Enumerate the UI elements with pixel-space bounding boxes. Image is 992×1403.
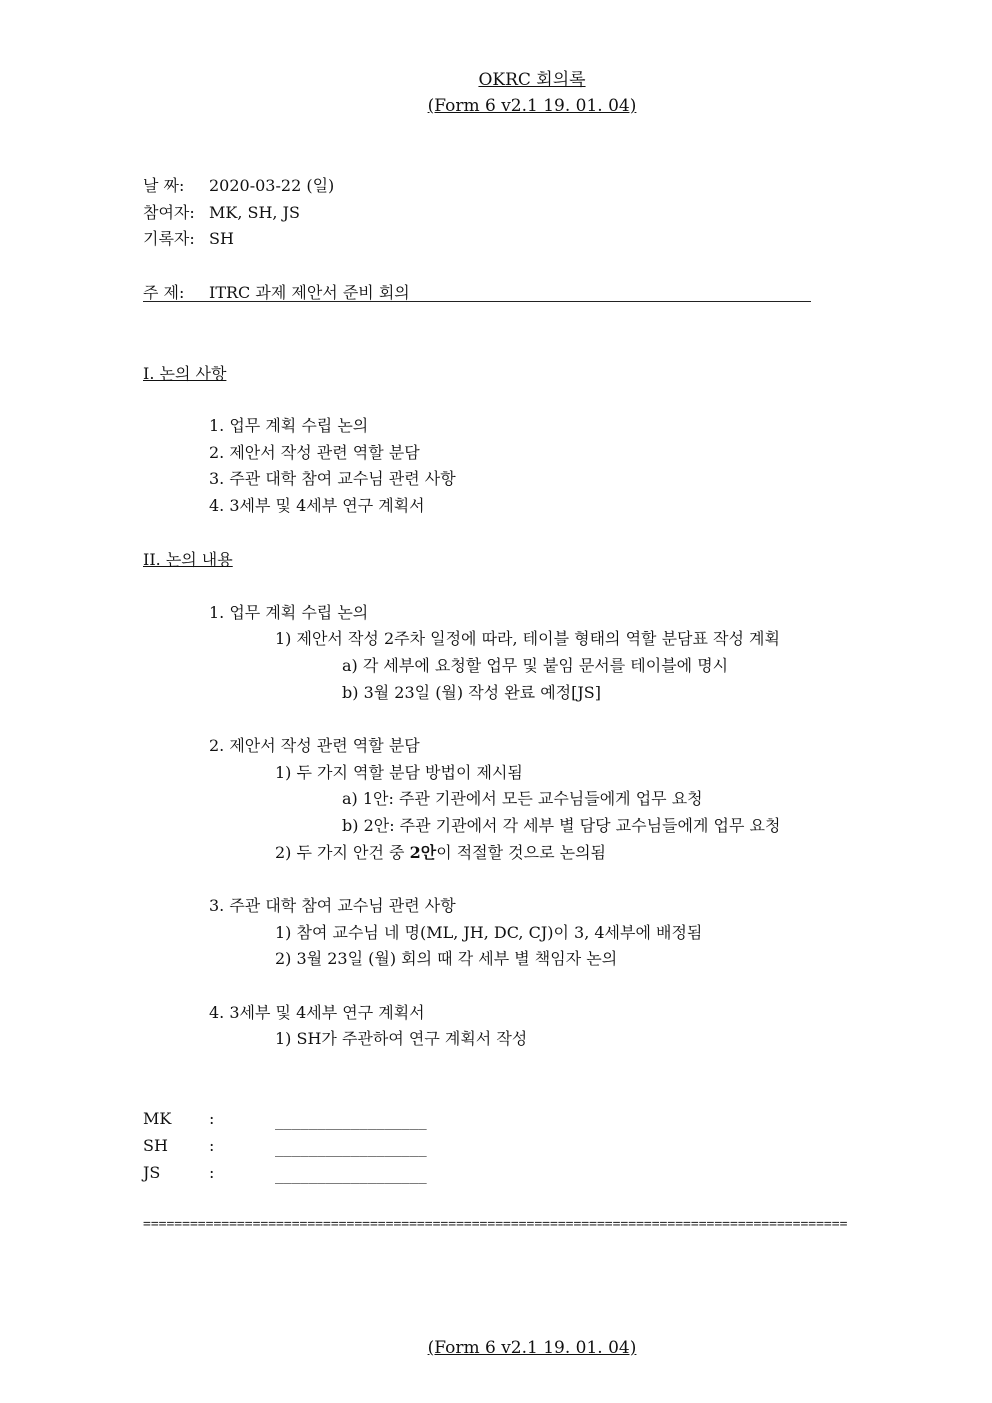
signature-line: __________________ — [275, 1168, 427, 1184]
discussion-point: 1) SH가 주관하여 연구 계획서 작성 — [275, 1029, 528, 1048]
signature-colon: : — [209, 1136, 215, 1155]
discussion-topic: 4. 3세부 및 4세부 연구 계획서 — [209, 1003, 425, 1022]
signature-colon: : — [209, 1109, 215, 1128]
agenda-item: 1. 업무 계획 수립 논의 — [209, 416, 369, 435]
discussion-point-text: 2) 두 가지 안건 중 — [275, 843, 410, 862]
discussion-point: 1) 제안서 작성 2주차 일정에 따라, 테이블 형태의 역할 분담표 작성 계획 — [275, 629, 780, 648]
subject-underline — [143, 301, 811, 302]
footer-form-version: (Form 6 v2.1 19. 01. 04) — [427, 1338, 637, 1358]
discussion-point: 2) 3월 23일 (월) 회의 때 각 세부 별 책임자 논의 — [275, 949, 618, 968]
section2-heading: II. 논의 내용 — [143, 550, 233, 569]
discussion-subpoint: b) 2안: 주관 기관에서 각 세부 별 담당 교수님들에게 업무 요청 — [342, 816, 781, 835]
discussion-subpoint: b) 3월 23일 (월) 작성 완료 예정[JS] — [342, 683, 601, 702]
subject-label: 주 제: — [143, 283, 185, 302]
discussion-topic: 2. 제안서 작성 관련 역할 분담 — [209, 736, 420, 755]
discussion-point: 1) 참여 교수님 네 명(ML, JH, DC, CJ)이 3, 4세부에 배정됨 — [275, 923, 703, 942]
attendees-label: 참여자: — [143, 203, 195, 222]
discussion-point: 1) 두 가지 역할 분담 방법이 제시됨 — [275, 763, 523, 782]
signature-line: __________________ — [275, 1114, 427, 1130]
form-version: (Form 6 v2.1 19. 01. 04) — [427, 96, 637, 116]
date-label: 날 짜: — [143, 176, 185, 195]
agenda-item: 3. 주관 대학 참여 교수님 관련 사항 — [209, 469, 456, 488]
signature-line: __________________ — [275, 1141, 427, 1157]
signature-name: JS — [143, 1163, 161, 1182]
discussion-topic: 3. 주관 대학 참여 교수님 관련 사항 — [209, 896, 456, 915]
signature-name: MK — [143, 1109, 172, 1128]
discussion-point — [275, 843, 606, 863]
document-title: OKRC 회의록 — [478, 70, 586, 90]
discussion-topic: 1. 업무 계획 수립 논의 — [209, 603, 369, 622]
attendees-value: MK, SH, JS — [209, 203, 300, 222]
recorder-label: 기록자: — [143, 229, 195, 248]
agenda-item: 2. 제안서 작성 관련 역할 분담 — [209, 443, 420, 462]
discussion-subpoint: a) 1안: 주관 기관에서 모든 교수님들에게 업무 요청 — [342, 789, 703, 808]
subject-value: ITRC 과제 제안서 준비 회의 — [209, 283, 410, 302]
separator-line: ========================================================================================== — [143, 1217, 848, 1232]
section1-heading: I. 논의 사항 — [143, 364, 227, 383]
agenda-item: 4. 3세부 및 4세부 연구 계획서 — [209, 496, 425, 515]
discussion-point-text: 이 적절할 것으로 논의됨 — [436, 843, 607, 862]
discussion-subpoint: a) 각 세부에 요청할 업무 및 붙임 문서를 테이블에 명시 — [342, 656, 729, 675]
discussion-point-emphasis: 2안 — [409, 843, 437, 862]
signature-colon: : — [209, 1163, 215, 1182]
date-value: 2020-03-22 (일) — [209, 176, 335, 195]
recorder-value: SH — [209, 229, 234, 248]
signature-name: SH — [143, 1136, 168, 1155]
